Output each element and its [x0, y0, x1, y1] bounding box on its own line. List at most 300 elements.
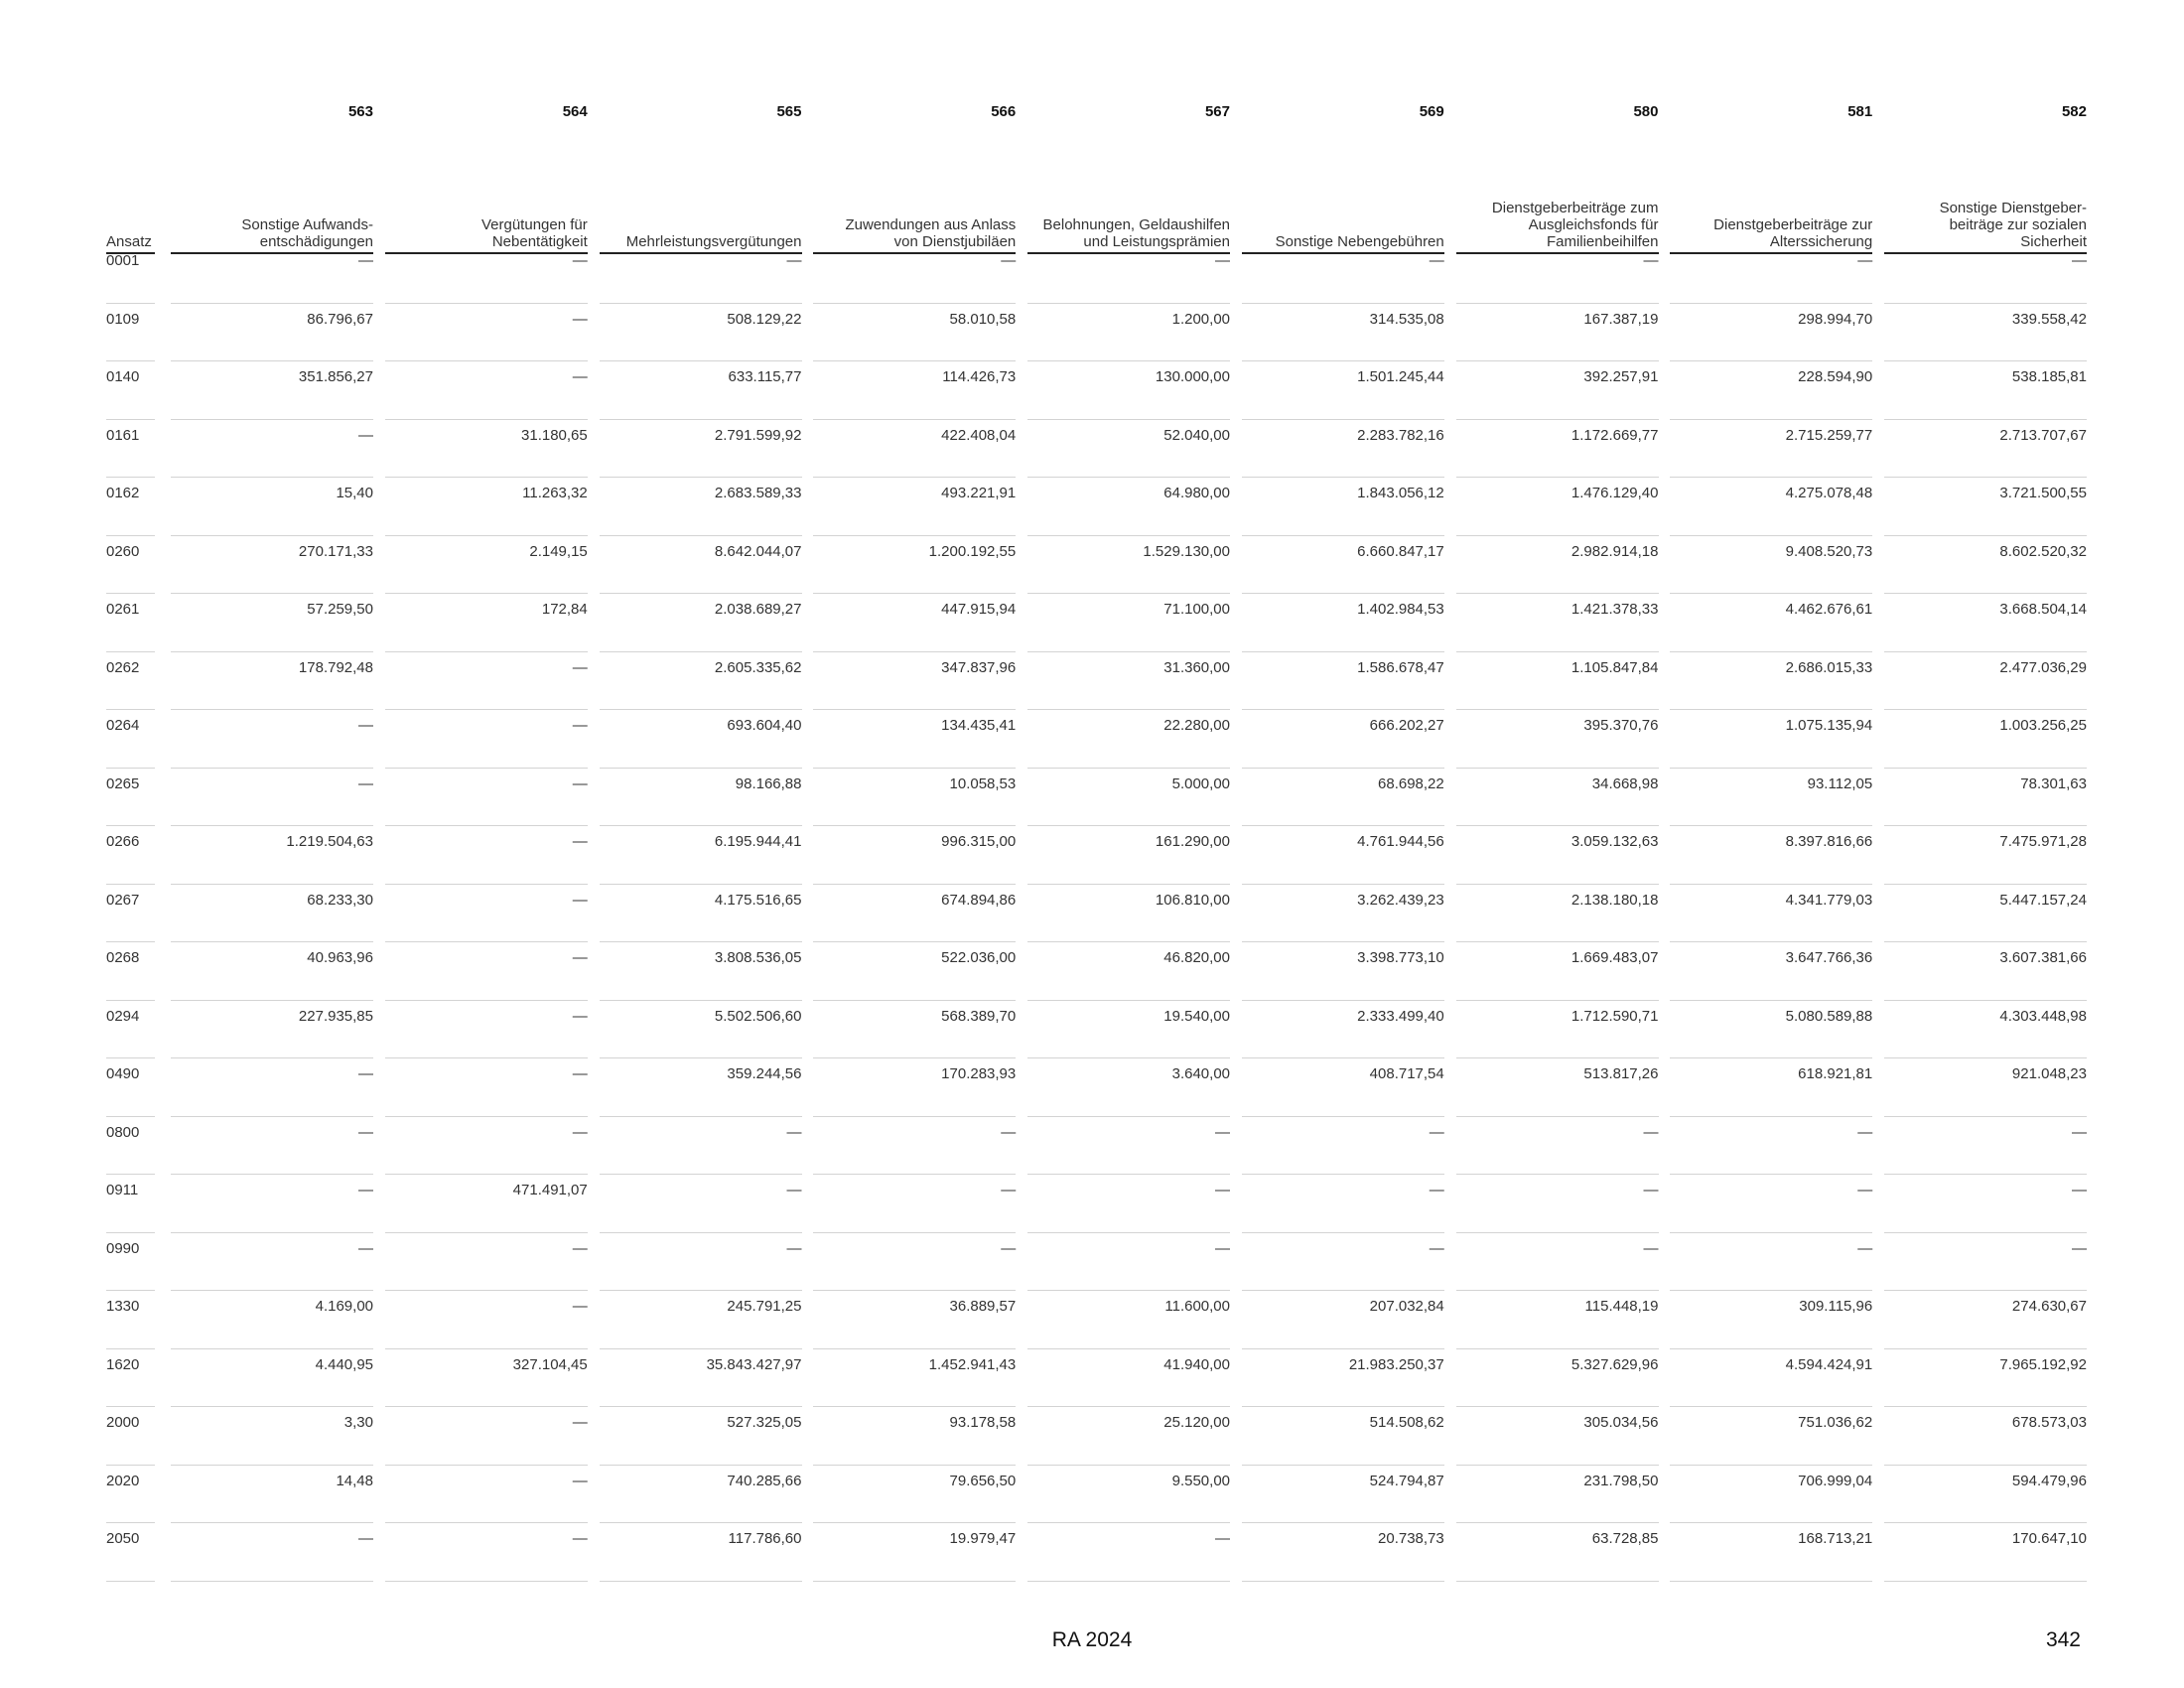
row-divider: [600, 1174, 802, 1175]
row-divider: [1884, 303, 2087, 304]
table-cell: —: [572, 1472, 588, 1489]
table-cell: —: [1643, 252, 1659, 269]
row-divider: [813, 1348, 1016, 1349]
row-divider: [1027, 303, 1230, 304]
row-divider: [1027, 1465, 1230, 1466]
column-header: [1456, 200, 1659, 250]
row-divider: [1027, 1522, 1230, 1523]
table-cell: —: [786, 1182, 802, 1198]
row-divider: [1456, 1465, 1659, 1466]
table-cell: 115.448,19: [1584, 1298, 1659, 1315]
row-divider: [385, 419, 588, 420]
table-cell: 178.792,48: [298, 658, 373, 676]
ansatz-cell: 0262: [106, 658, 140, 676]
table-cell: 2.982.914,18: [1570, 542, 1659, 560]
row-divider: [600, 477, 802, 478]
column-header-line: Alterssicherung: [1769, 233, 1873, 250]
table-cell: 508.129,22: [727, 310, 802, 328]
table-cell: 6.195.944,41: [714, 833, 802, 850]
row-divider: [1670, 593, 1872, 594]
ansatz-cell: 0268: [106, 949, 140, 966]
row-divider: [1670, 303, 1872, 304]
row-divider: [1242, 651, 1444, 652]
row-divider: [106, 884, 155, 885]
row-divider: [385, 477, 588, 478]
table-cell: 58.010,58: [949, 310, 1017, 328]
column-header-line: Belohnungen, Geldaushilfen: [1042, 216, 1230, 233]
row-divider: [600, 1232, 802, 1233]
row-divider: [600, 1465, 802, 1466]
table-cell: —: [572, 252, 588, 269]
table-cell: 8.602.520,32: [1999, 542, 2087, 560]
row-divider: [1027, 1174, 1230, 1175]
table-cell: 2.715.259,77: [1785, 426, 1873, 444]
row-divider: [1242, 1057, 1444, 1058]
table-cell: —: [2072, 1182, 2087, 1198]
table-cell: 71.100,00: [1163, 601, 1230, 618]
row-divider: [1027, 1232, 1230, 1233]
row-divider: [1027, 1000, 1230, 1001]
row-divider: [1242, 709, 1444, 710]
table-cell: 2.477.036,29: [1999, 658, 2087, 676]
table-cell: —: [1643, 1182, 1659, 1198]
column-header-line: Sonstige Nebengebühren: [1275, 233, 1444, 250]
row-divider: [1670, 1174, 1872, 1175]
row-divider: [1242, 1116, 1444, 1117]
table-cell: 31.360,00: [1163, 658, 1230, 676]
ansatz-cell: 1330: [106, 1298, 140, 1315]
table-cell: 921.048,23: [2011, 1065, 2087, 1082]
table-cell: —: [572, 1007, 588, 1025]
row-divider: [1027, 1057, 1230, 1058]
column-header-line: Zuwendungen aus Anlass: [845, 216, 1017, 233]
table-cell: —: [572, 833, 588, 850]
row-divider: [1884, 1465, 2087, 1466]
row-divider: [1884, 1174, 2087, 1175]
row-divider: [1027, 1116, 1230, 1117]
row-divider: [1884, 1290, 2087, 1291]
ansatz-cell: 0990: [106, 1239, 140, 1257]
row-divider: [1027, 419, 1230, 420]
table-cell: 11.263,32: [522, 485, 588, 501]
row-divider: [171, 1174, 373, 1175]
row-divider: [106, 1465, 155, 1466]
table-cell: 4.440,95: [315, 1355, 373, 1373]
table-cell: —: [1001, 252, 1017, 269]
column-header: [1884, 200, 2087, 250]
table-cell: 2.038.689,27: [714, 601, 802, 618]
row-divider: [1670, 1290, 1872, 1291]
row-divider: [813, 593, 1016, 594]
table-cell: 21.983.250,37: [1348, 1355, 1444, 1373]
table-cell: 52.040,00: [1163, 426, 1230, 444]
table-cell: 2.683.589,33: [714, 485, 802, 501]
row-divider: [385, 593, 588, 594]
row-divider: [1884, 768, 2087, 769]
row-divider: [813, 303, 1016, 304]
table-cell: 2.605.335,62: [714, 658, 802, 676]
row-divider: [1456, 884, 1659, 885]
row-divider: [1884, 1348, 2087, 1349]
row-divider: [1670, 941, 1872, 942]
table-cell: 678.573,03: [2011, 1414, 2087, 1431]
row-divider: [1242, 1290, 1444, 1291]
row-divider: [385, 884, 588, 885]
table-cell: —: [572, 891, 588, 909]
table-cell: 408.717,54: [1369, 1065, 1444, 1082]
column-header-line: und Leistungsprämien: [1083, 233, 1230, 250]
row-divider: [600, 825, 802, 826]
table-cell: 3,30: [343, 1414, 373, 1431]
table-cell: 666.202,27: [1369, 717, 1444, 734]
table-cell: 2.333.499,40: [1357, 1007, 1444, 1025]
table-cell: 11.600,00: [1164, 1298, 1230, 1315]
table-cell: 106.810,00: [1155, 891, 1230, 909]
table-cell: 63.728,85: [1591, 1530, 1659, 1547]
table-cell: 1.669.483,07: [1570, 949, 1659, 966]
row-divider: [813, 1290, 1016, 1291]
row-divider: [171, 1232, 373, 1233]
table-cell: 471.491,07: [512, 1182, 588, 1198]
row-divider: [600, 1057, 802, 1058]
table-cell: —: [1429, 1182, 1444, 1198]
table-cell: 2.791.599,92: [714, 426, 802, 444]
table-cell: 392.257,91: [1583, 368, 1659, 385]
row-divider: [600, 360, 802, 361]
row-divider: [1884, 1406, 2087, 1407]
row-divider: [600, 941, 802, 942]
row-divider: [600, 1000, 802, 1001]
table-cell: —: [572, 658, 588, 676]
table-cell: 395.370,76: [1583, 717, 1659, 734]
row-divider: [106, 1581, 155, 1582]
table-cell: 2.283.782,16: [1357, 426, 1444, 444]
table-cell: —: [1857, 252, 1873, 269]
table-cell: 40.963,96: [307, 949, 373, 966]
ansatz-cell: 0260: [106, 542, 140, 560]
row-divider: [171, 1581, 373, 1582]
table-cell: 538.185,81: [2011, 368, 2087, 385]
row-divider: [385, 825, 588, 826]
table-cell: —: [1215, 1239, 1230, 1257]
table-cell: 693.604,40: [727, 717, 802, 734]
row-divider: [106, 535, 155, 536]
table-cell: 4.341.779,03: [1785, 891, 1873, 909]
table-cell: —: [786, 1123, 802, 1141]
table-cell: 1.105.847,84: [1570, 658, 1659, 676]
row-divider: [813, 825, 1016, 826]
table-cell: —: [358, 1530, 373, 1547]
column-code: 564: [562, 103, 588, 120]
table-cell: —: [2072, 1123, 2087, 1141]
row-divider: [1670, 709, 1872, 710]
ansatz-cell: 2000: [106, 1414, 140, 1431]
table-cell: —: [358, 1065, 373, 1082]
table-cell: 2.138.180,18: [1570, 891, 1659, 909]
table-cell: 2.149,15: [529, 542, 588, 560]
column-header-line: Dienstgeberbeiträge zur: [1713, 216, 1873, 233]
row-divider: [813, 1522, 1016, 1523]
table-cell: 31.180,65: [521, 426, 588, 444]
row-divider: [385, 651, 588, 652]
row-divider: [1242, 1174, 1444, 1175]
row-divider: [1027, 360, 1230, 361]
row-divider: [385, 360, 588, 361]
row-divider: [1884, 825, 2087, 826]
column-header-line: Ausgleichsfonds für: [1528, 216, 1659, 233]
row-divider: [600, 1116, 802, 1117]
table-cell: 3.607.381,66: [1999, 949, 2087, 966]
row-divider: [1242, 477, 1444, 478]
column-header-line: Mehrleistungsvergütungen: [625, 233, 802, 250]
row-divider: [600, 1406, 802, 1407]
row-divider: [106, 303, 155, 304]
table-cell: 339.558,42: [2011, 310, 2087, 328]
column-header-line: Sonstige Dienstgeber-: [1939, 200, 2087, 216]
table-cell: —: [358, 774, 373, 792]
column-code: 566: [991, 103, 1017, 120]
table-cell: 2.713.707,67: [1999, 426, 2087, 444]
ansatz-cell: 0911: [106, 1182, 139, 1198]
row-divider: [1242, 1348, 1444, 1349]
row-divider: [171, 1465, 373, 1466]
row-divider: [171, 768, 373, 769]
table-cell: —: [1643, 1239, 1659, 1257]
row-divider: [171, 1057, 373, 1058]
row-divider: [1456, 1348, 1659, 1349]
row-divider: [1242, 1232, 1444, 1233]
row-divider: [1456, 1116, 1659, 1117]
table-cell: 1.219.504,63: [286, 833, 373, 850]
row-divider: [813, 1232, 1016, 1233]
row-divider: [171, 535, 373, 536]
column-header: [1670, 216, 1872, 250]
table-cell: 19.979,47: [949, 1530, 1017, 1547]
column-code: 581: [1847, 103, 1873, 120]
row-divider: [1670, 1000, 1872, 1001]
ansatz-cell: 0264: [106, 717, 140, 734]
table-cell: —: [358, 717, 373, 734]
row-divider: [1456, 1057, 1659, 1058]
row-divider: [171, 303, 373, 304]
table-cell: —: [786, 252, 802, 269]
table-cell: —: [572, 1530, 588, 1547]
table-cell: 1.402.984,53: [1357, 601, 1444, 618]
table-cell: 15,40: [336, 485, 373, 501]
row-divider: [106, 477, 155, 478]
table-cell: 740.285,66: [727, 1472, 802, 1489]
ansatz-cell: 2020: [106, 1472, 140, 1489]
table-cell: —: [1857, 1239, 1873, 1257]
row-divider: [1027, 941, 1230, 942]
table-cell: —: [1215, 252, 1230, 269]
table-cell: 79.656,50: [949, 1472, 1017, 1489]
column-header-line: beiträge zur sozialen: [1949, 216, 2087, 233]
row-divider: [171, 709, 373, 710]
ansatz-cell: 0294: [106, 1007, 140, 1025]
row-divider: [385, 1290, 588, 1291]
column-header-line: Vergütungen für: [480, 216, 588, 233]
table-cell: 1.476.129,40: [1570, 485, 1659, 501]
row-divider: [1242, 941, 1444, 942]
table-cell: —: [358, 1123, 373, 1141]
ansatz-cell: 2050: [106, 1530, 140, 1547]
table-cell: 1.843.056,12: [1357, 485, 1444, 501]
row-divider: [385, 1406, 588, 1407]
footer-title: RA 2024: [1051, 1628, 1133, 1651]
row-divider: [106, 1232, 155, 1233]
row-divider: [385, 1232, 588, 1233]
row-divider: [171, 1000, 373, 1001]
ansatz-cell: 0490: [106, 1065, 140, 1082]
row-divider: [1242, 1581, 1444, 1582]
ansatz-cell: 0001: [106, 252, 140, 269]
row-divider: [385, 1465, 588, 1466]
row-divider: [106, 1522, 155, 1523]
row-divider: [1242, 1406, 1444, 1407]
row-divider: [1884, 1057, 2087, 1058]
row-divider: [1670, 1116, 1872, 1117]
row-divider: [1670, 1522, 1872, 1523]
table-cell: 3.398.773,10: [1357, 949, 1444, 966]
table-cell: 270.171,33: [298, 542, 373, 560]
row-divider: [1670, 651, 1872, 652]
row-divider: [1456, 360, 1659, 361]
row-divider: [106, 768, 155, 769]
row-divider: [171, 825, 373, 826]
row-divider: [385, 1057, 588, 1058]
table-cell: 1.200.192,55: [928, 542, 1017, 560]
table-cell: 359.244,56: [727, 1065, 802, 1082]
row-divider: [171, 651, 373, 652]
column-header: [600, 233, 802, 250]
row-divider: [1027, 768, 1230, 769]
row-divider: [1670, 1232, 1872, 1233]
table-cell: 228.594,90: [1798, 368, 1873, 385]
row-divider: [600, 884, 802, 885]
table-cell: —: [572, 717, 588, 734]
table-cell: 522.036,00: [941, 949, 1017, 966]
table-cell: —: [1429, 1123, 1444, 1141]
table-cell: 3.262.439,23: [1357, 891, 1444, 909]
row-divider: [1884, 1000, 2087, 1001]
ansatz-cell: 0261: [106, 601, 140, 618]
column-header-line: Sonstige Aufwands-: [241, 216, 373, 233]
table-cell: 19.540,00: [1163, 1007, 1230, 1025]
table-cell: 114.426,73: [942, 368, 1017, 385]
table-cell: 618.921,81: [1798, 1065, 1873, 1082]
table-cell: 68.698,22: [1378, 774, 1444, 792]
row-divider: [106, 1174, 155, 1175]
row-divider: [1884, 1581, 2087, 1582]
table-cell: 6.660.847,17: [1357, 542, 1444, 560]
table-cell: 3.647.766,36: [1785, 949, 1873, 966]
row-divider: [813, 1000, 1016, 1001]
row-divider: [1027, 1581, 1230, 1582]
table-cell: 422.408,04: [941, 426, 1017, 444]
row-divider: [1456, 1000, 1659, 1001]
table-cell: 1.421.378,33: [1570, 601, 1659, 618]
row-divider: [385, 941, 588, 942]
row-divider: [1456, 1290, 1659, 1291]
row-divider: [1456, 593, 1659, 594]
row-divider: [1027, 709, 1230, 710]
row-divider: [813, 884, 1016, 885]
row-divider: [600, 303, 802, 304]
row-divider: [106, 1000, 155, 1001]
table-cell: 996.315,00: [941, 833, 1017, 850]
row-divider: [106, 825, 155, 826]
row-divider: [1884, 477, 2087, 478]
row-divider: [600, 709, 802, 710]
ansatz-cell: 0109: [106, 310, 140, 328]
row-divider: [1456, 1232, 1659, 1233]
row-divider: [1027, 1348, 1230, 1349]
row-divider: [385, 303, 588, 304]
table-cell: 674.894,86: [941, 891, 1017, 909]
row-divider: [813, 477, 1016, 478]
table-cell: 9.408.520,73: [1785, 542, 1873, 560]
row-divider: [171, 941, 373, 942]
table-cell: —: [572, 774, 588, 792]
row-divider: [1884, 1116, 2087, 1117]
table-cell: —: [572, 1298, 588, 1315]
table-cell: 1.172.669,77: [1570, 426, 1659, 444]
column-code: 565: [776, 103, 802, 120]
ansatz-cell: 0140: [106, 368, 140, 385]
row-divider: [1456, 941, 1659, 942]
row-divider: [600, 651, 802, 652]
table-cell: —: [2072, 1239, 2087, 1257]
column-header: [813, 216, 1016, 250]
table-cell: 98.166,88: [735, 774, 802, 792]
ansatz-cell: 0265: [106, 774, 140, 792]
row-divider: [1456, 419, 1659, 420]
row-divider: [1242, 1465, 1444, 1466]
table-cell: 130.000,00: [1155, 368, 1230, 385]
row-divider: [1242, 1522, 1444, 1523]
column-header-line: Nebentätigkeit: [491, 233, 588, 250]
row-divider: [813, 1581, 1016, 1582]
table-cell: 14,48: [336, 1472, 373, 1489]
table-cell: —: [358, 1182, 373, 1198]
table-cell: 78.301,63: [2020, 774, 2087, 792]
row-divider: [385, 535, 588, 536]
row-divider: [1670, 1406, 1872, 1407]
table-cell: 170.283,93: [941, 1065, 1017, 1082]
table-cell: 20.738,73: [1378, 1530, 1444, 1547]
row-divider: [600, 768, 802, 769]
row-divider: [1884, 1522, 2087, 1523]
row-divider: [106, 593, 155, 594]
row-divider: [600, 1522, 802, 1523]
row-divider: [600, 1290, 802, 1291]
table-cell: —: [1215, 1530, 1230, 1547]
table-cell: —: [1857, 1182, 1873, 1198]
table-cell: 327.104,45: [512, 1355, 588, 1373]
table-cell: 57.259,50: [307, 601, 373, 618]
table-cell: 170.647,10: [2011, 1530, 2087, 1547]
row-divider: [600, 1581, 802, 1582]
table-cell: —: [572, 1065, 588, 1082]
row-divider: [1670, 419, 1872, 420]
row-divider: [385, 1581, 588, 1582]
table-cell: 7.965.192,92: [1999, 1355, 2087, 1373]
table-cell: 5.080.589,88: [1785, 1007, 1873, 1025]
table-cell: 2.686.015,33: [1785, 658, 1873, 676]
table-cell: 5.000,00: [1171, 774, 1230, 792]
table-cell: —: [1001, 1239, 1017, 1257]
